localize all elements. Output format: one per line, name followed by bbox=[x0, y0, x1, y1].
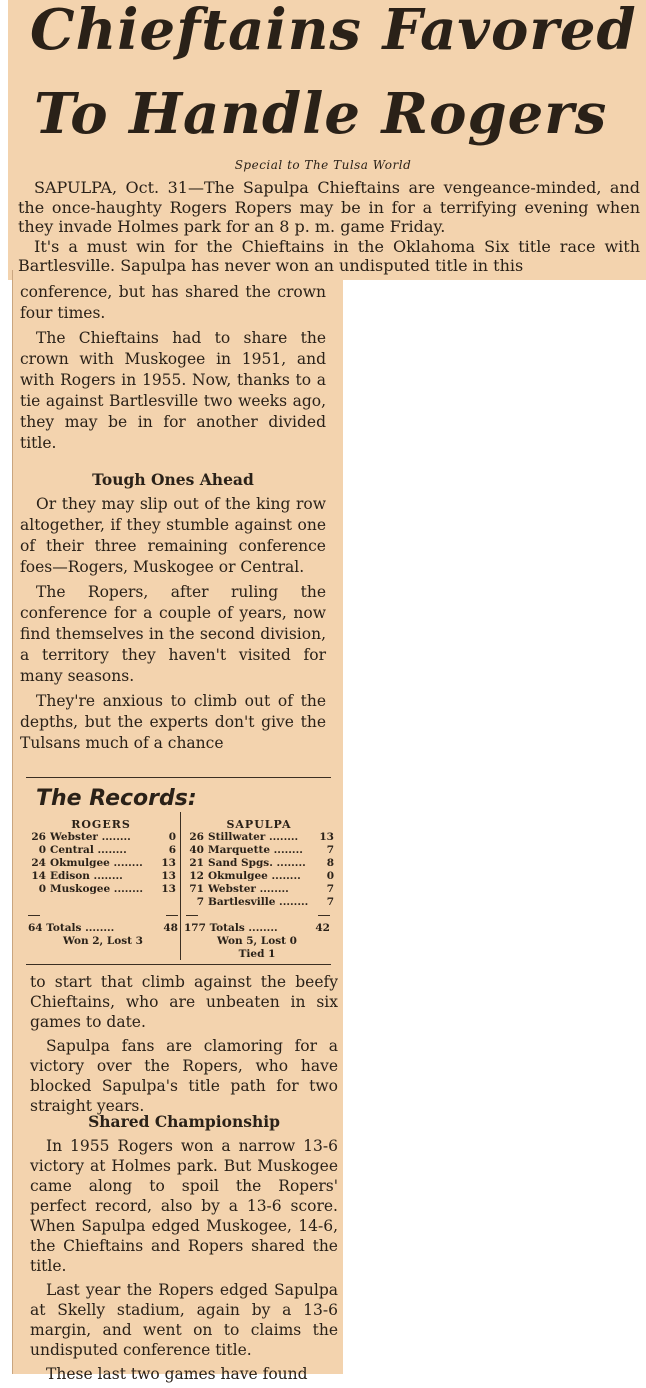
rogers-rows bbox=[26, 831, 176, 896]
column-block-4 bbox=[30, 1136, 338, 1388]
sapulpa-season-record: Won 5, Lost 0 bbox=[217, 935, 297, 947]
column4-paragraph-3: These last two games have found bbox=[46, 1365, 308, 1383]
rogers-total-divider-left bbox=[28, 915, 40, 916]
sapulpa-opponent: Webster ........ bbox=[208, 883, 289, 895]
rogers-records-table bbox=[26, 818, 176, 896]
headline-line-2: To Handle Rogers bbox=[34, 81, 608, 147]
sapulpa-totals-opp: 42 bbox=[315, 922, 330, 934]
column-block-3 bbox=[30, 972, 338, 1120]
sapulpa-row bbox=[184, 857, 334, 870]
sapulpa-opponent: Bartlesville ........ bbox=[208, 896, 309, 908]
sapulpa-totals-label: 177 Totals ........ bbox=[184, 922, 278, 934]
lead-paragraph-1: SAPULPA, Oct. 31—The Sapulpa Chieftains are vengeance-minded, and the once-haughty Rogers Ropers may be in for a terrifying evening when they invade Holmes park for an 8 p. m. game Friday. bbox=[18, 178, 640, 236]
rogers-score: 24 bbox=[31, 857, 46, 869]
rogers-row bbox=[26, 844, 176, 857]
sapulpa-rows bbox=[184, 831, 334, 909]
sapulpa-row bbox=[184, 844, 334, 857]
sapulpa-opponent: Sand Spgs. ........ bbox=[208, 857, 306, 869]
rogers-opponent: Central ........ bbox=[50, 844, 127, 856]
rogers-heading: ROGERS bbox=[71, 818, 131, 831]
column1-paragraph-2: The Chieftains had to share the crown with Muskogee in 1951, and with Rogers in 1955. Now, thanks to a tie against Bartlesville two weeks ago, they may be in for another divided title. bbox=[20, 329, 326, 452]
sapulpa-row bbox=[184, 883, 334, 896]
rogers-opp-score: 13 bbox=[161, 883, 176, 895]
records-title: The Records: bbox=[36, 786, 197, 811]
column2-paragraph-1: Or they may slip out of the king row altogether, if they stumble against one of their three remaining conference foes—Rogers, Muskogee or Central. bbox=[20, 495, 326, 576]
sapulpa-opp-score: 8 bbox=[326, 857, 334, 869]
rogers-opp-score: 13 bbox=[161, 870, 176, 882]
rogers-season-record: Won 2, Lost 3 bbox=[63, 935, 143, 947]
records-top-rule bbox=[26, 777, 331, 778]
sapulpa-score: 12 bbox=[189, 870, 204, 882]
byline: Special to The Tulsa World bbox=[234, 158, 412, 172]
sapulpa-score: 21 bbox=[189, 857, 204, 869]
sapulpa-opp-score: 7 bbox=[326, 883, 334, 895]
sapulpa-row bbox=[184, 896, 334, 909]
rogers-total-divider-right bbox=[166, 915, 178, 916]
sapulpa-heading: SAPULPA bbox=[226, 818, 292, 831]
subhead-tough-ones-ahead: Tough Ones Ahead bbox=[92, 470, 254, 489]
sapulpa-opp-score: 7 bbox=[326, 844, 334, 856]
rogers-row bbox=[26, 831, 176, 844]
rogers-row bbox=[26, 883, 176, 896]
sapulpa-opp-score: 7 bbox=[326, 896, 334, 908]
column4-paragraph-2: Last year the Ropers edged Sapulpa at Skelly stadium, again by a 13-6 margin, and went on to claims the undisputed conference title. bbox=[30, 1281, 338, 1359]
sapulpa-records-table bbox=[184, 818, 334, 909]
rogers-opp-score: 0 bbox=[168, 831, 176, 843]
column3-paragraph-1: to start that climb against the beefy Chieftains, who are unbeaten in six games to date. bbox=[30, 973, 338, 1031]
lead-text bbox=[18, 178, 640, 276]
rogers-opponent: Muskogee ........ bbox=[50, 883, 144, 895]
column2-paragraph-3: They're anxious to climb out of the depths, but the experts don't give the Tulsans much of a chance bbox=[20, 692, 326, 752]
rogers-row bbox=[26, 857, 176, 870]
rogers-row bbox=[26, 870, 176, 883]
lead-paragraph-2: It's a must win for the Chieftains in the Oklahoma Six title race with Bartlesville. Sapulpa has never won an undisputed title in this bbox=[18, 236, 640, 275]
sapulpa-total-divider-right bbox=[318, 915, 330, 916]
rogers-opponent: Okmulgee ........ bbox=[50, 857, 143, 869]
rogers-opp-score: 13 bbox=[161, 857, 176, 869]
sapulpa-tied: Tied 1 bbox=[238, 948, 276, 960]
rogers-totals-opp: 48 bbox=[163, 922, 178, 934]
subhead-shared-championship: Shared Championship bbox=[88, 1112, 280, 1131]
rogers-score: 26 bbox=[31, 831, 46, 843]
rogers-opponent: Webster ........ bbox=[50, 831, 131, 843]
sapulpa-score: 7 bbox=[196, 896, 204, 908]
rogers-totals-label: 64 Totals ........ bbox=[28, 922, 115, 934]
sapulpa-opponent: Stillwater ........ bbox=[208, 831, 299, 843]
sapulpa-score: 71 bbox=[189, 883, 204, 895]
sapulpa-opp-score: 0 bbox=[326, 870, 334, 882]
sapulpa-opponent: Okmulgee ........ bbox=[208, 870, 301, 882]
sapulpa-opp-score: 13 bbox=[319, 831, 334, 843]
sapulpa-total-divider-left bbox=[186, 915, 198, 916]
rogers-opponent: Edison ........ bbox=[50, 870, 123, 882]
records-column-divider bbox=[180, 812, 181, 960]
rogers-score: 0 bbox=[38, 883, 46, 895]
headline-line-1: Chieftains Favored bbox=[30, 0, 637, 63]
column2-paragraph-2: The Ropers, after ruling the conference for a couple of years, now find themselves in the second division, a territory they haven't visited for many seasons. bbox=[20, 583, 326, 685]
records-bottom-rule bbox=[26, 964, 331, 965]
column4-paragraph-1: In 1955 Rogers won a narrow 13-6 victory at Holmes park. But Muskogee came along to spoil the Ropers' perfect record, also by a 13-6 score. When Sapulpa edged Muskogee, 14-6, the Chieftains and Ropers shared the title. bbox=[30, 1137, 338, 1275]
column-block-2 bbox=[20, 494, 326, 758]
sapulpa-opponent: Marquette ........ bbox=[208, 844, 303, 856]
sapulpa-row bbox=[184, 831, 334, 844]
sapulpa-score: 40 bbox=[189, 844, 204, 856]
rogers-totals bbox=[28, 922, 178, 948]
column3-paragraph-2: Sapulpa fans are clamoring for a victory over the Ropers, who have blocked Sapulpa's title path for two straight years. bbox=[30, 1037, 338, 1115]
column-block-1 bbox=[20, 282, 326, 458]
column1-paragraph-1: conference, but has shared the crown four times. bbox=[20, 283, 326, 322]
rogers-score: 0 bbox=[38, 844, 46, 856]
rogers-score: 14 bbox=[31, 870, 46, 882]
sapulpa-row bbox=[184, 870, 334, 883]
rogers-opp-score: 6 bbox=[168, 844, 176, 856]
sapulpa-totals bbox=[184, 922, 330, 961]
sapulpa-score: 26 bbox=[189, 831, 204, 843]
